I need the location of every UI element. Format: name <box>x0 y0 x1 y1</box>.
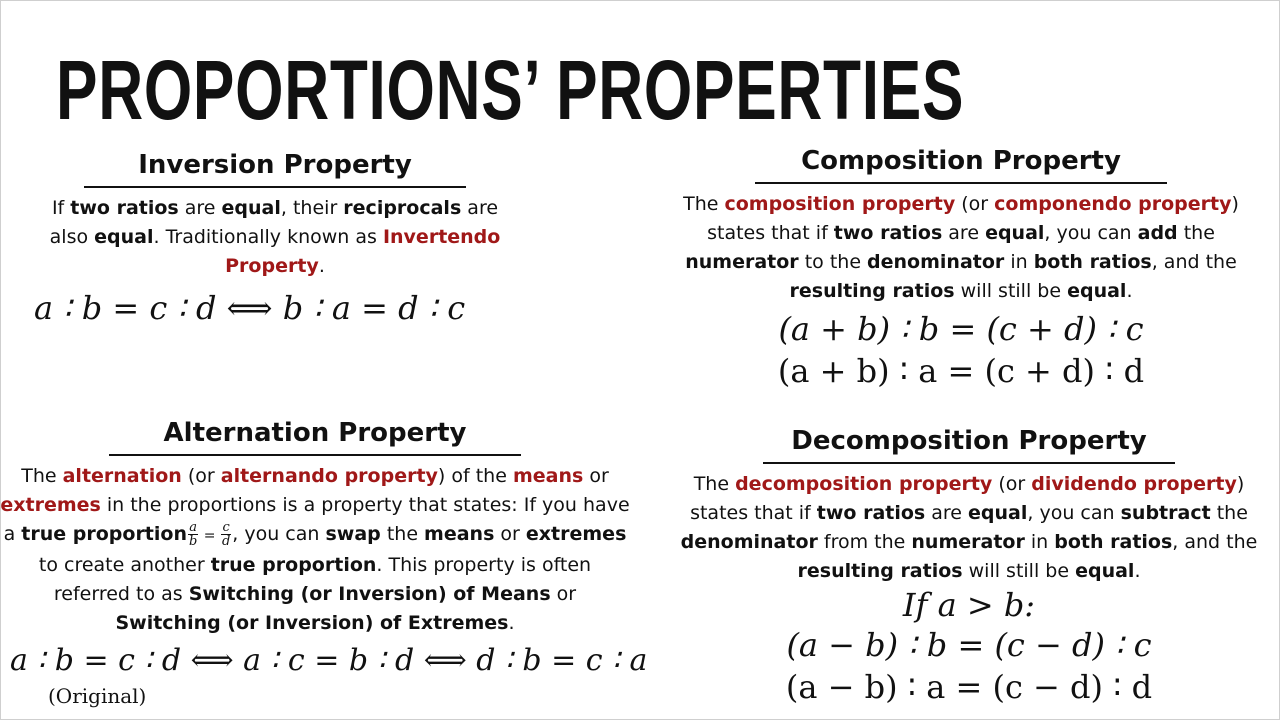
fraction-denominator: d <box>221 534 231 549</box>
alternation-text <box>0 462 630 638</box>
bold-text: swap <box>325 523 381 545</box>
bold-text: Switching (or Inversion) of Extremes <box>115 612 509 634</box>
fraction-numerator: c <box>222 520 230 535</box>
bold-text: numerator <box>685 251 799 273</box>
decomposition-condition: If a > b: <box>902 586 1036 624</box>
bold-text: equal <box>968 502 1028 524</box>
bold-text: both ratios <box>1033 251 1152 273</box>
fraction-a-b <box>188 521 198 548</box>
equals-sign: = <box>199 528 220 544</box>
text: the <box>1210 502 1248 524</box>
bold-text: denominator <box>680 531 818 553</box>
text: will still be <box>962 560 1076 582</box>
text: the <box>1177 222 1215 244</box>
bold-text: Switching (or Inversion) of Means <box>188 583 551 605</box>
bold-text: equal <box>94 226 154 248</box>
bold-text: subtract <box>1120 502 1211 524</box>
text: to the <box>798 251 868 273</box>
bold-text: equal <box>1067 280 1127 302</box>
decomposition-section <box>668 424 1270 708</box>
text: (or <box>955 193 995 215</box>
text: (or <box>181 465 221 487</box>
text: are <box>925 502 969 524</box>
bold-text: equal <box>985 222 1045 244</box>
text: , you can <box>232 523 326 545</box>
decomposition-heading: Decomposition Property <box>763 424 1175 464</box>
text: in <box>1004 251 1034 273</box>
highlight-text: composition property <box>724 193 956 215</box>
highlight-text: decomposition property <box>735 473 993 495</box>
decomposition-text <box>668 470 1270 586</box>
text: in <box>1024 531 1055 553</box>
alternation-heading: Alternation Property <box>109 416 521 456</box>
bold-text: resulting ratios <box>789 280 955 302</box>
text: . <box>318 255 325 277</box>
fraction-numerator: a <box>189 520 198 535</box>
fraction-denominator: b <box>188 534 198 549</box>
text: ) states that if <box>707 193 1239 244</box>
text: or <box>494 523 526 545</box>
bold-text: equal <box>221 197 281 219</box>
highlight-text: Invertendo Property <box>225 226 501 277</box>
text: the <box>380 523 425 545</box>
text: ) of the <box>437 465 513 487</box>
page-title: PROPORTIONS’ PROPERTIES <box>56 43 965 137</box>
text: to create another <box>38 554 211 576</box>
composition-formula-1: (a + b) ∶ b = (c + d) ∶ c <box>778 310 1144 348</box>
highlight-text: alternando property <box>220 465 438 487</box>
inversion-section <box>10 148 540 329</box>
bold-text: two ratios <box>70 197 179 219</box>
bold-text: numerator <box>911 531 1025 553</box>
highlight-text: dividendo property <box>1031 473 1237 495</box>
text: (or <box>992 473 1032 495</box>
text: , and the <box>1172 531 1258 553</box>
text: will still be <box>954 280 1068 302</box>
composition-text <box>668 190 1254 306</box>
text: . Traditionally known as <box>153 226 383 248</box>
highlight-text: means <box>512 465 584 487</box>
text: are <box>942 222 986 244</box>
bold-text: reciprocals <box>343 197 462 219</box>
text: , you can <box>1027 502 1121 524</box>
highlight-text: componendo property <box>994 193 1232 215</box>
composition-section <box>668 144 1254 392</box>
text: or <box>583 465 609 487</box>
bold-text: equal <box>1075 560 1135 582</box>
highlight-text: extremes <box>0 494 101 516</box>
text: . This property is often referred to as <box>53 554 592 605</box>
bold-text: resulting ratios <box>797 560 963 582</box>
original-label: (Original) <box>48 684 147 708</box>
text: are <box>178 197 222 219</box>
bold-text: means <box>424 523 495 545</box>
inversion-text <box>30 194 520 281</box>
bold-text: both ratios <box>1054 531 1173 553</box>
alternation-section <box>0 416 648 682</box>
text: If <box>51 197 71 219</box>
bold-text: true proportion <box>210 554 377 576</box>
alternation-formula: a ∶ b = c ∶ d ⟺ a ∶ c = b ∶ d ⟺ d ∶ b = c ∶ a <box>10 643 648 678</box>
text: The <box>693 473 736 495</box>
text: in the proportions is a property that states: If you have a <box>3 494 630 545</box>
text: from the <box>817 531 912 553</box>
text: The <box>683 193 725 215</box>
text: , you can <box>1044 222 1138 244</box>
fraction-c-d <box>221 521 231 548</box>
text: , and the <box>1151 251 1237 273</box>
text: are also <box>49 197 499 248</box>
text: . <box>508 612 515 634</box>
bold-text: denominator <box>867 251 1005 273</box>
bold-text: two ratios <box>816 502 926 524</box>
bold-text: two ratios <box>833 222 943 244</box>
composition-heading: Composition Property <box>755 144 1167 184</box>
text: The <box>21 465 63 487</box>
inversion-heading: Inversion Property <box>84 148 466 188</box>
text: or <box>550 583 577 605</box>
bold-text: true proportion <box>21 523 187 545</box>
text: ) states that if <box>690 473 1245 524</box>
bold-text: add <box>1137 222 1178 244</box>
highlight-text: alternation <box>62 465 182 487</box>
composition-formula-2: (a + b) ∶ a = (c + d) ∶ d <box>777 352 1145 390</box>
decomposition-formula-2: (a − b) ∶ a = (c − d) ∶ d <box>785 668 1153 706</box>
text: , their <box>280 197 344 219</box>
text: . <box>1134 560 1141 582</box>
decomposition-formula-1: (a − b) ∶ b = (c − d) ∶ c <box>786 626 1152 664</box>
bold-text: extremes <box>525 523 627 545</box>
inversion-formula: a ∶ b = c ∶ d ⟺ b ∶ a = d ∶ c <box>34 289 466 327</box>
text: . <box>1126 280 1133 302</box>
